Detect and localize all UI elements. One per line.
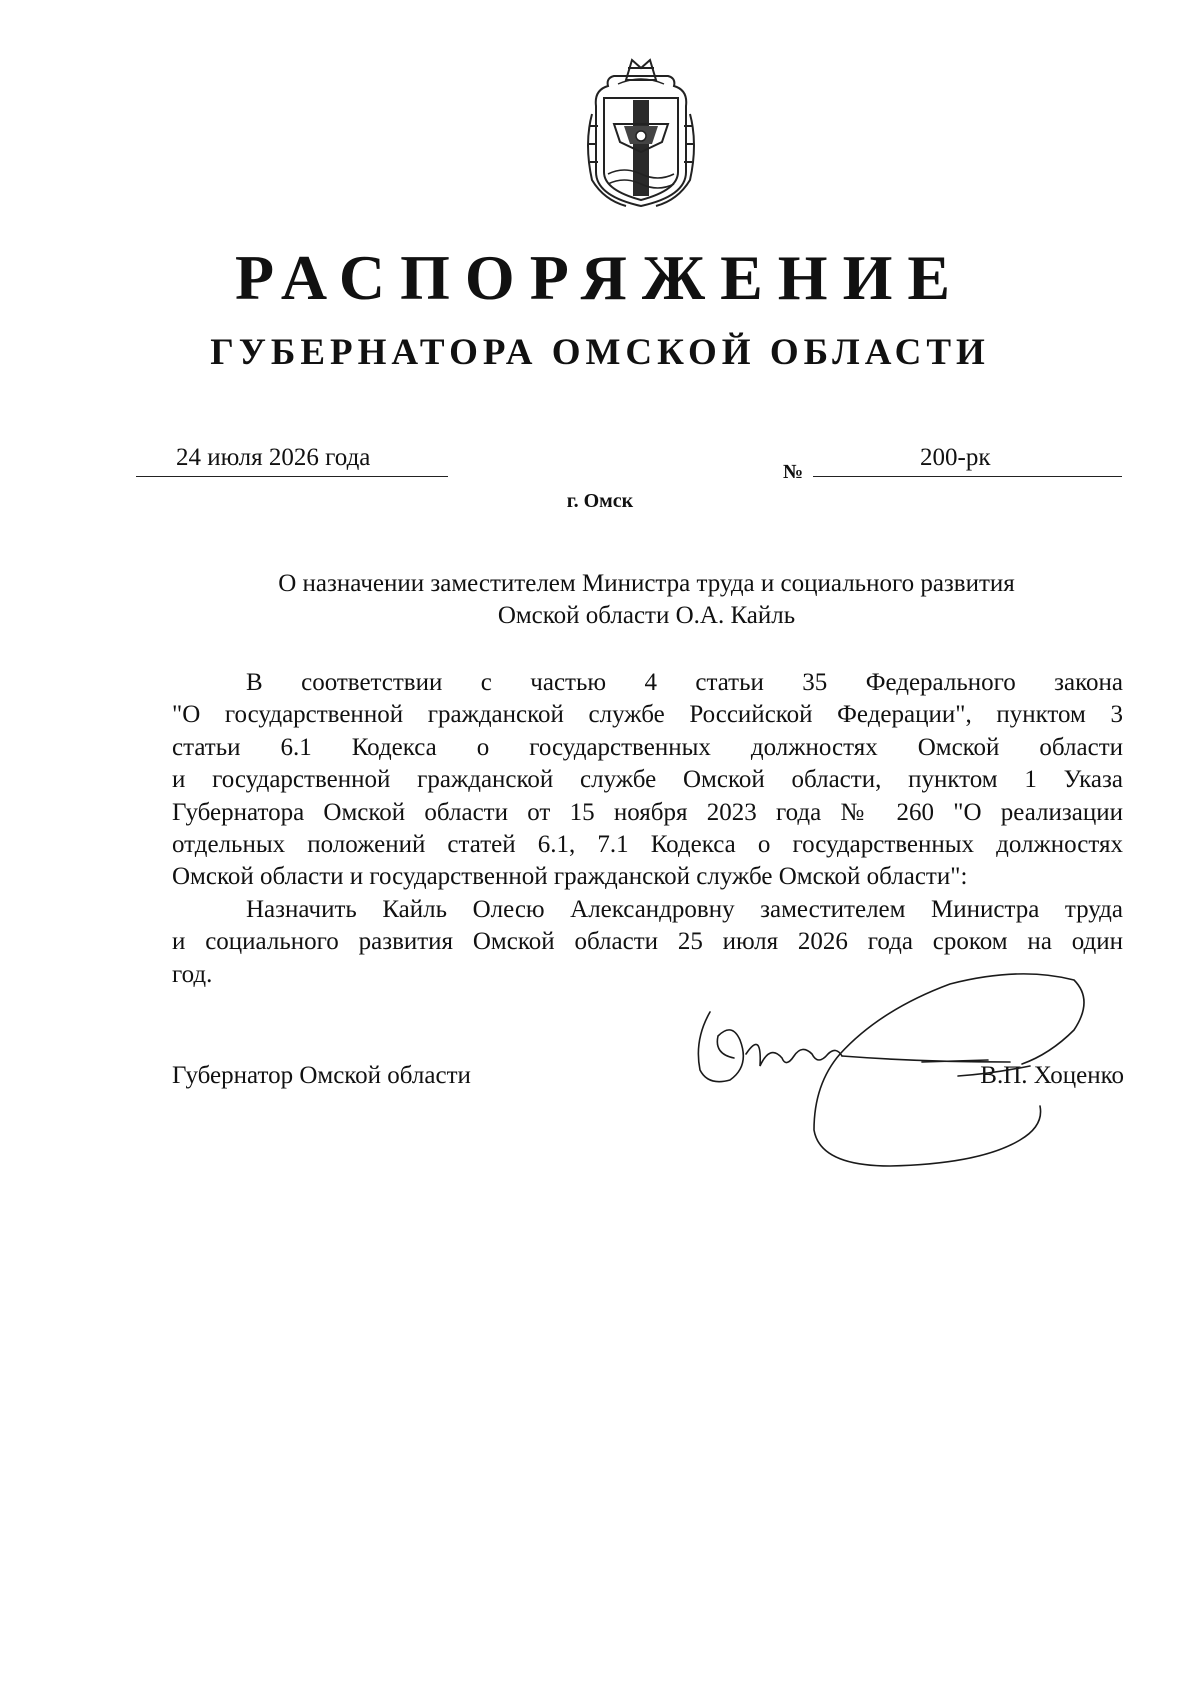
body-line: год.	[172, 960, 213, 988]
body-line: статьи 6.1 Кодекса о государственных должностях Омской области	[172, 733, 1123, 761]
subject-line: О назначении заместителем Министра труда и социального развития	[278, 570, 1015, 597]
body-line: Назначить Кайль Олесю Александровну заместителем Министра труда	[246, 895, 1123, 923]
coat-of-arms-emblem	[578, 54, 704, 210]
issuer-title: ГУБЕРНАТОРА ОМСКОЙ ОБЛАСТИ	[210, 332, 990, 373]
signatory-position: Губернатор Омской области	[172, 1062, 471, 1089]
date-underline	[136, 476, 448, 477]
subject-line: Омской области О.А. Кайль	[497, 602, 796, 629]
number-sign: №	[783, 461, 804, 483]
body-line: Омской области и государственной гражданской службе Омской области":	[172, 863, 968, 891]
number-underline	[813, 476, 1122, 477]
body-line: отдельных положений статей 6.1, 7.1 Кодекса о государственных должностях	[172, 831, 1123, 859]
document-date: 24 июля 2026 года	[176, 444, 371, 471]
document-type-title: РАСПОРЯЖЕНИЕ	[234, 242, 966, 313]
body-line: и социального развития Омской области 25 июля 2026 года сроком на один	[172, 928, 1123, 956]
document-subject	[160, 568, 1133, 632]
body-line: и государственной гражданской службе Омской области, пунктом 1 Указа	[172, 766, 1123, 794]
body-line: Губернатора Омской области от 15 ноября 2023 года № 260 "О реализации	[172, 798, 1123, 826]
document-number: 200-рк	[920, 444, 991, 471]
document-body	[172, 667, 1123, 991]
signatory-name: В.П. Хоценко	[980, 1062, 1124, 1089]
issue-city: г. Омск	[566, 490, 634, 512]
body-line: В соответствии с частью 4 статьи 35 Федерального закона	[246, 669, 1123, 696]
body-line: "О государственной гражданской службе Российской Федерации", пунктом 3	[172, 701, 1123, 729]
